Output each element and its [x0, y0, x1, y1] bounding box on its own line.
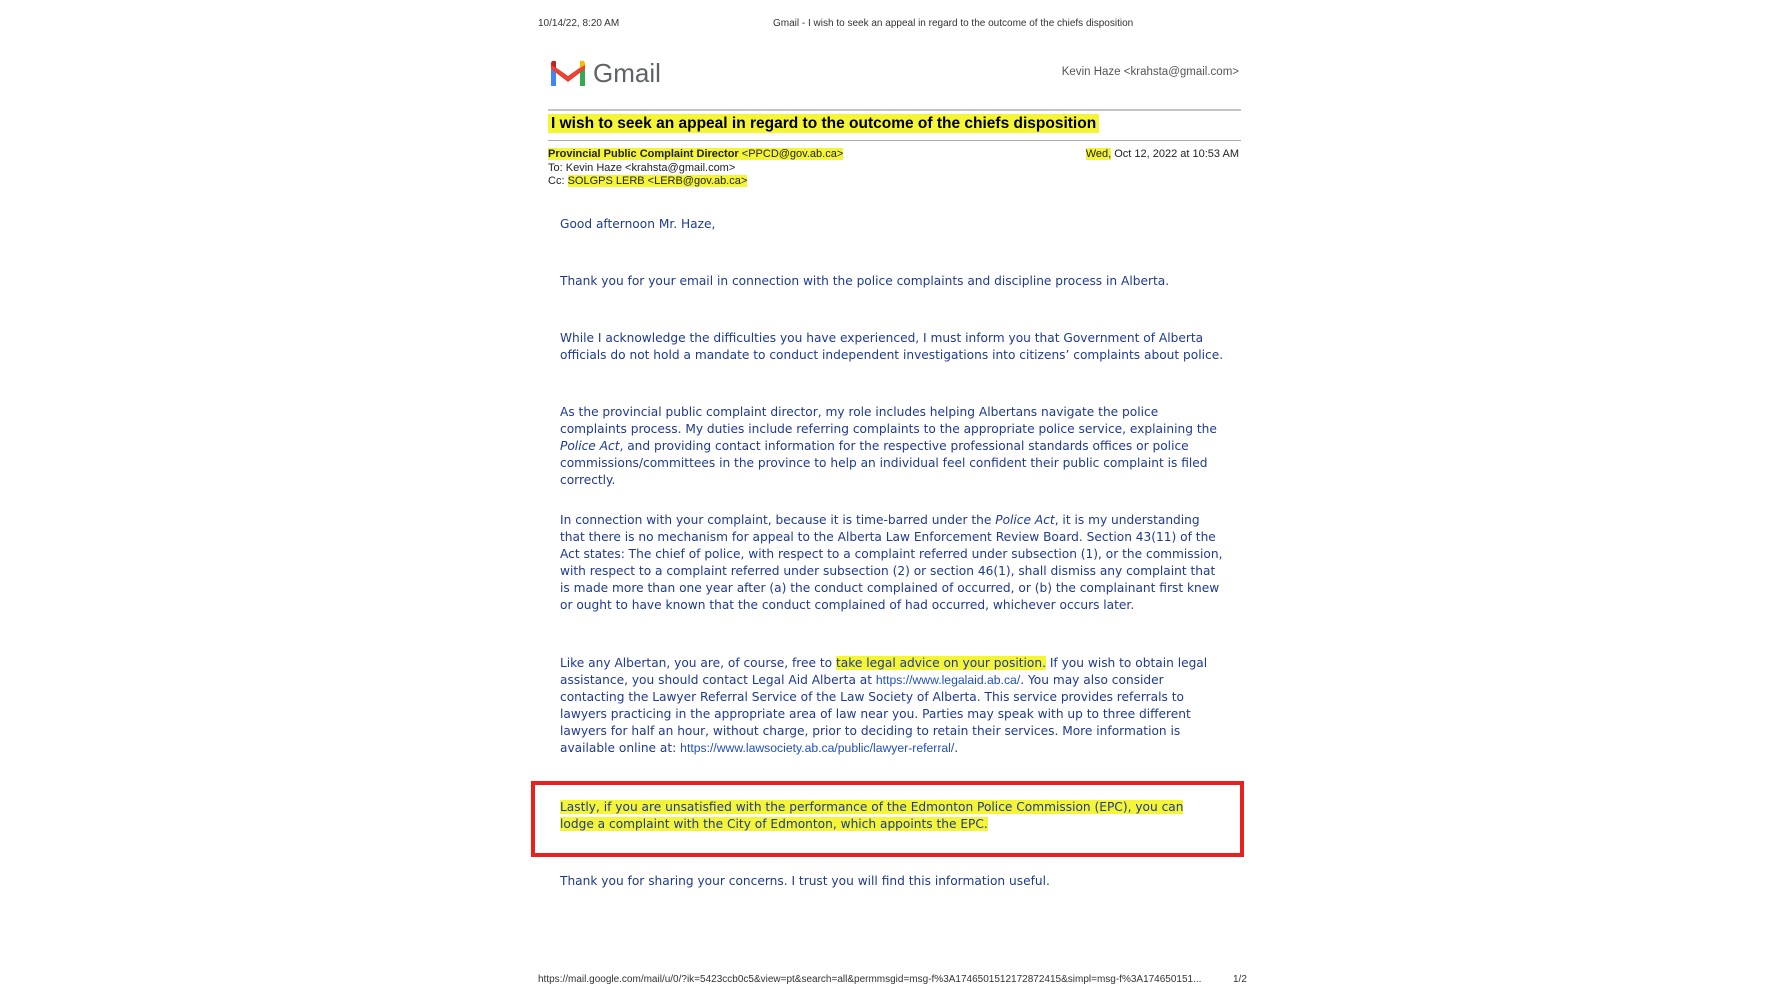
cc-line: [548, 175, 747, 187]
account-address: Kevin Haze <krahsta@gmail.com>: [1061, 66, 1239, 78]
date-rest: Oct 12, 2022 at 10:53 AM: [1111, 148, 1239, 160]
cc-label: Cc:: [548, 175, 565, 187]
greeting: Good afternoon Mr. Haze,: [560, 217, 716, 231]
header-divider: [548, 109, 1241, 111]
cc-address: SOLGPS LERB <LERB@gov.ab.ca>: [567, 175, 748, 187]
p5-text-d: .: [954, 741, 959, 755]
paragraph-2: While I acknowledge the difficulties you have experienced, I must inform you that Government of Alberta officials do not hold a mandate to conduct independent investigations into citizens’ complaints about police.: [560, 331, 1224, 362]
p3-police-act: Police Act: [560, 439, 620, 453]
p4-police-act: Police Act: [995, 513, 1055, 527]
paragraph-1: Thank you for your email in connection with the police complaints and discipline process in Alberta.: [560, 274, 1170, 288]
legal-aid-link[interactable]: https://www.legalaid.ab.ca/: [875, 673, 1021, 687]
p3-text-b: , and providing contact information for the respective professional standards offices or police commissions/committees in the province to help an individual feel confident their public complaint is filed correctly.: [560, 439, 1208, 487]
page-number: 1/2: [1233, 974, 1247, 985]
p5-text-c: . You may also consider contacting the Lawyer Referral Service of the Law Society of Alberta. This service provides referrals to lawyers practicing in the appropriate area of law near you. Parties may speak with up to three different lawyers for half an hour, without charge, prior to deciding to retain their services. More information is available online at:: [560, 673, 1191, 755]
print-doc-title: Gmail - I wish to seek an appeal in regard to the outcome of the chiefs disposition: [773, 18, 1134, 29]
p5-highlight: take legal advice on your position.: [836, 656, 1046, 670]
gmail-m-icon: [549, 59, 587, 87]
gmail-logo: [549, 56, 661, 90]
message-date: [1086, 148, 1239, 160]
to-label: To:: [548, 162, 563, 174]
email-subject: [548, 115, 1099, 133]
sender-email: <PPCD@gov.ab.ca>: [741, 148, 844, 160]
p6-highlight: Lastly, if you are unsatisfied with the performance of the Edmonton Police Commission (EPC), you can lodge a complaint with the City of Edmonton, which appoints the EPC.: [560, 800, 1184, 831]
paragraph-4: [560, 512, 1225, 614]
subject-text: I wish to seek an appeal in regard to the outcome of the chiefs disposition: [548, 114, 1099, 133]
p5-text-a: Like any Albertan, you are, of course, free to: [560, 656, 836, 670]
to-address: Kevin Haze <krahsta@gmail.com>: [565, 162, 736, 174]
p5-text-b: If you wish to obtain legal assistance, you should contact Legal Aid Alberta at: [560, 656, 1208, 687]
law-society-link[interactable]: https://www.lawsociety.ab.ca/public/lawyer-referral/: [680, 741, 955, 755]
subject-divider: [548, 140, 1241, 141]
p4-text-a: In connection with your complaint, because it is time-barred under the: [560, 513, 996, 527]
sender-name: Provincial Public Complaint Director: [548, 148, 739, 160]
p4-text-b: , it is my understanding that there is no mechanism for appeal to the Alberta Law Enforcement Review Board. Section 43(11) of the Act states: The chief of police, with respect to a complaint referred under subsection (1), or the commission, with respect to a complaint referred under subsection (2) or section 46(1), shall dismiss any complaint that is made more than one year after (a) the conduct complained of occurred, or (b) the complainant first knew or ought to have known that the conduct complained of had occurred, whichever occurs later.: [560, 513, 1223, 612]
date-day: Wed,: [1085, 148, 1112, 160]
gmail-wordmark: Gmail: [593, 57, 661, 88]
print-url: https://mail.google.com/mail/u/0/?ik=5423ccb0c5&view=pt&search=all&permmsgid=msg-f%3A1746501512172872415&simpl=msg-f%3A174650151...: [538, 974, 1202, 985]
sender-highlight: [548, 148, 843, 160]
paragraph-6: [560, 799, 1200, 833]
print-datetime: 10/14/22, 8:20 AM: [538, 18, 620, 29]
paragraph-7: Thank you for sharing your concerns. I trust you will find this information useful.: [560, 874, 1050, 888]
p3-text-a: As the provincial public complaint director, my role includes helping Albertans navigate the police complaints process. My duties include referring complaints to the appropriate police service, explaining the: [560, 405, 1217, 436]
paragraph-3: [560, 404, 1225, 489]
paragraph-5: [560, 655, 1225, 757]
to-line: [548, 162, 735, 174]
sender-line: [548, 148, 843, 160]
